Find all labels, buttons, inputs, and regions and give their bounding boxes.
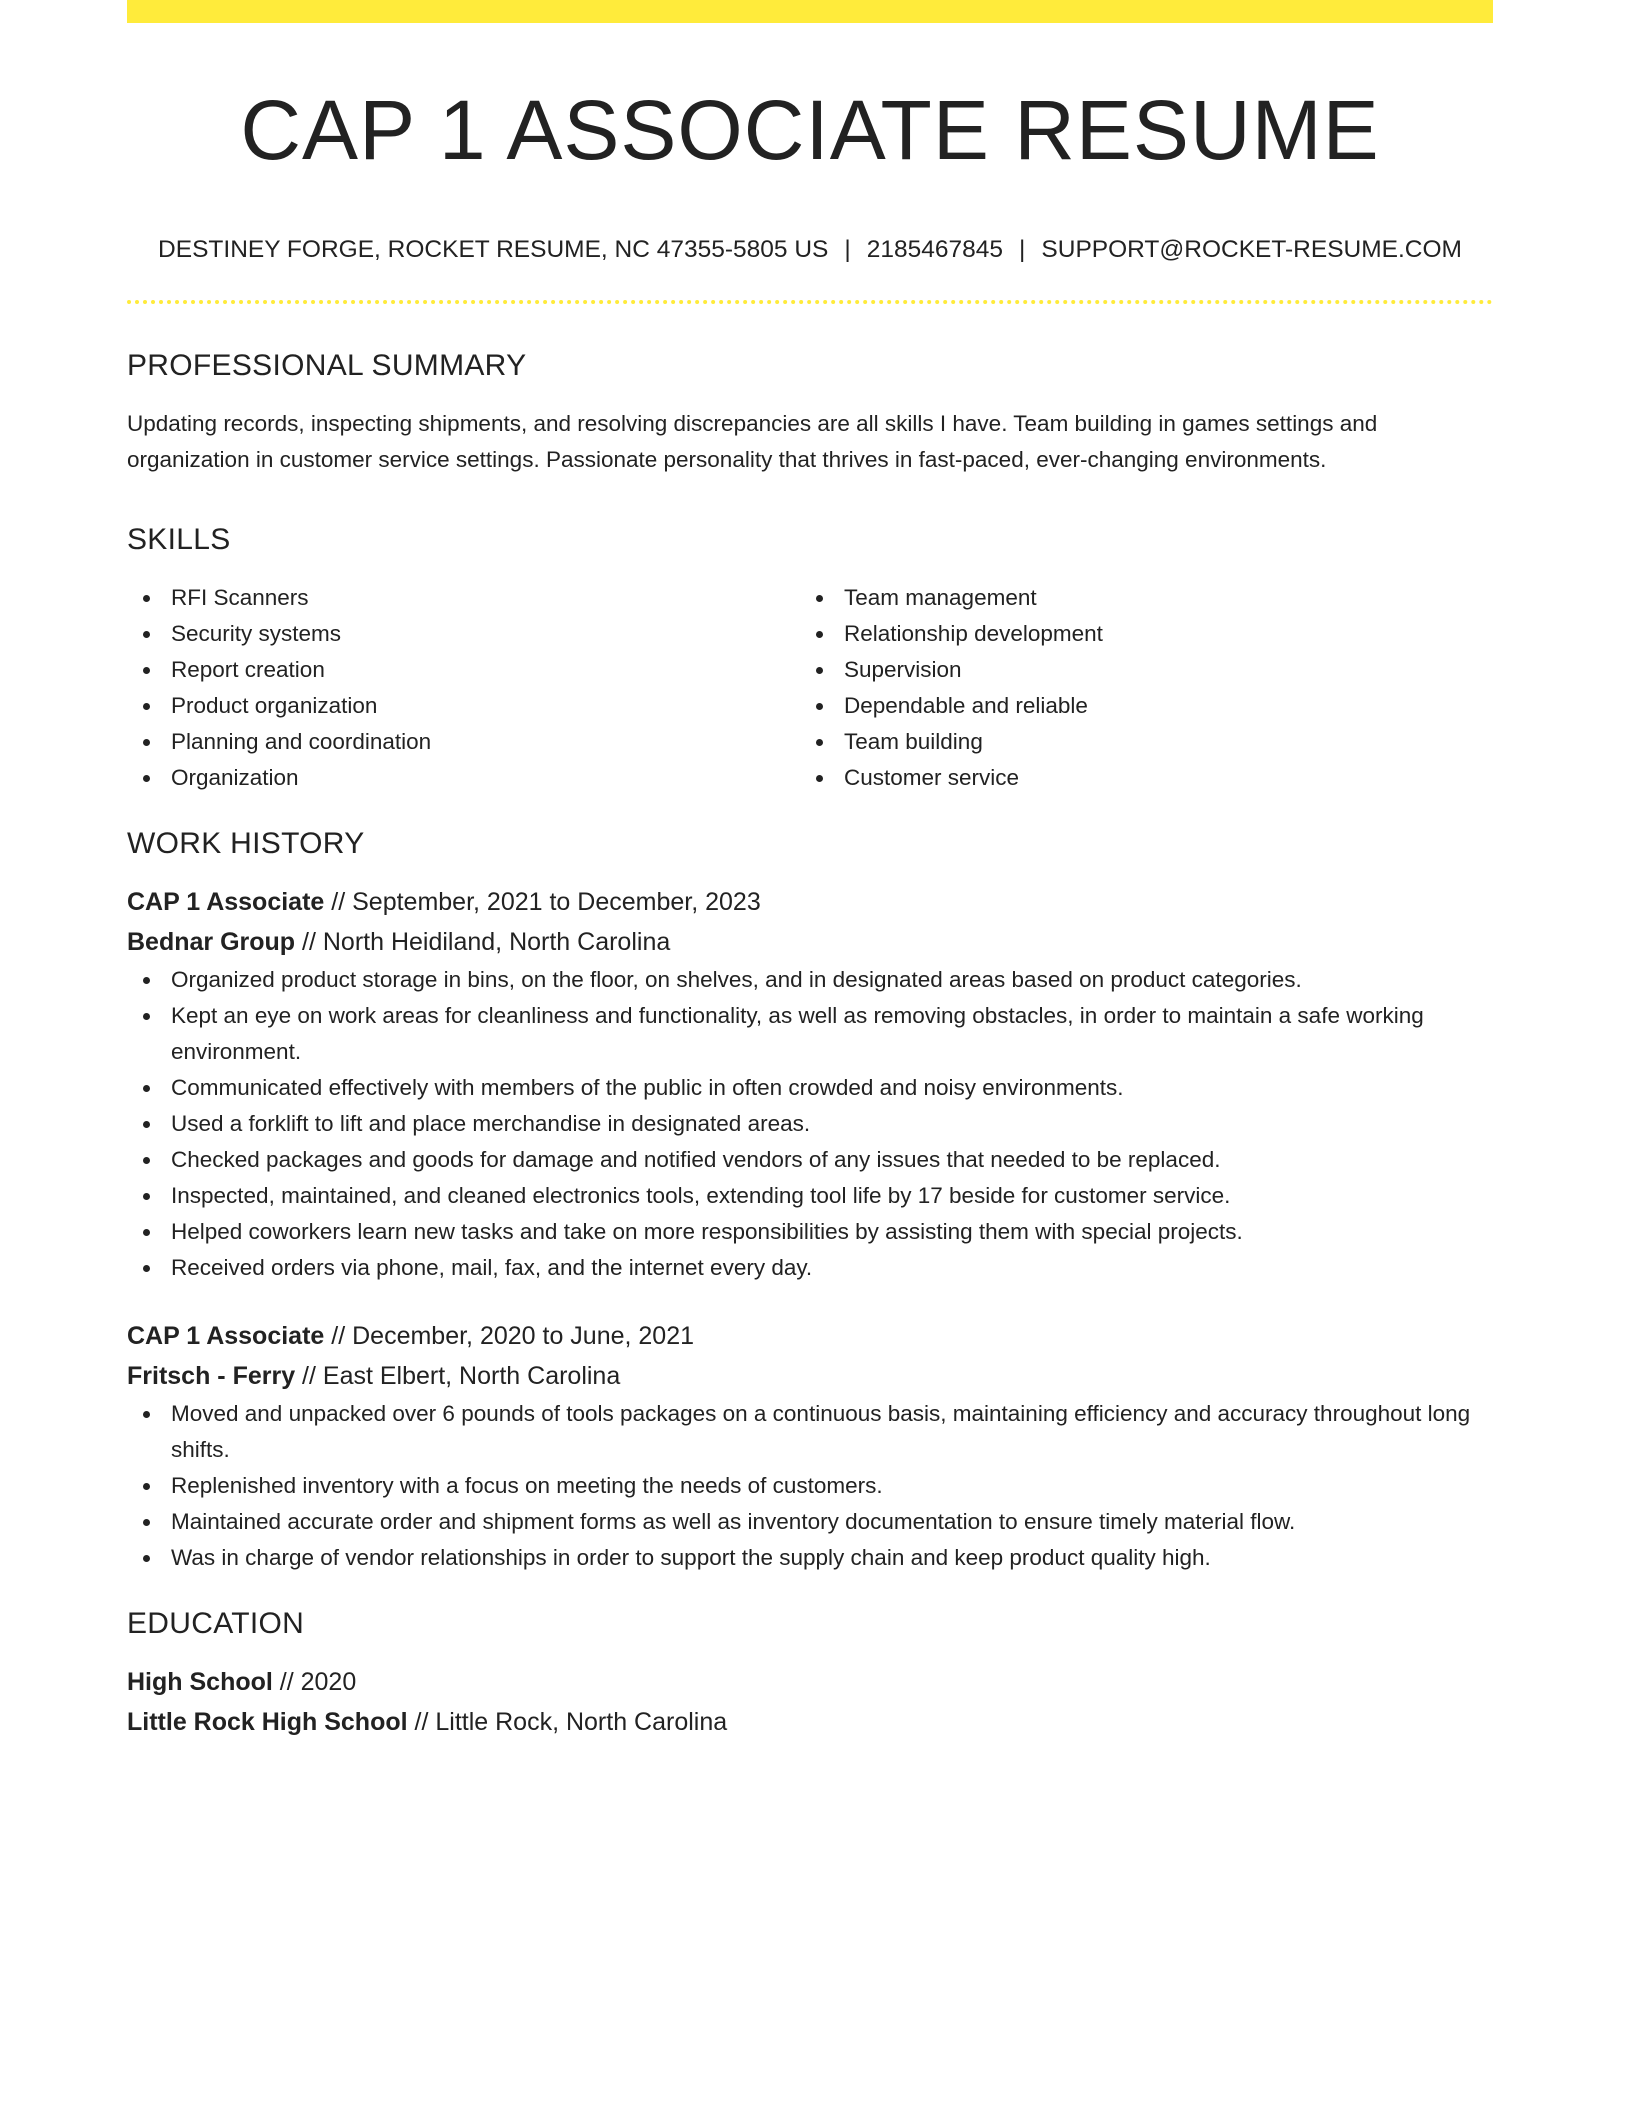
job-title: CAP 1 Associate <box>127 1322 325 1350</box>
job-duty: Received orders via phone, mail, fax, and the internet every day. <box>127 1250 1493 1286</box>
work-history-heading: WORK HISTORY <box>127 827 365 860</box>
contact-line <box>127 234 1493 266</box>
job-duty: Maintained accurate order and shipment forms as well as inventory documentation to ensure timely material flow. <box>127 1504 1493 1540</box>
education-degree: High School <box>127 1668 273 1696</box>
job-duty: Inspected, maintained, and cleaned electronics tools, extending tool life by 17 beside for customer service. <box>127 1178 1493 1214</box>
summary-heading: PROFESSIONAL SUMMARY <box>127 349 527 382</box>
contact-email: SUPPORT@ROCKET-RESUME.COM <box>1041 236 1462 263</box>
resume-title: CAP 1 ASSOCIATE RESUME <box>240 83 1380 177</box>
education-heading: EDUCATION <box>127 1607 305 1640</box>
job-company: Fritsch - Ferry <box>127 1362 296 1390</box>
job-duties-list <box>127 1396 1493 1576</box>
job-duty: Used a forklift to lift and place merchandise in designated areas. <box>127 1106 1493 1142</box>
skill-item: Customer service <box>800 760 1473 796</box>
job-company: Bednar Group <box>127 928 296 956</box>
job-duty: Communicated effectively with members of the public in often crowded and noisy environments. <box>127 1070 1493 1106</box>
education-school: Little Rock High School <box>127 1708 408 1736</box>
contact-separator: | <box>1019 236 1026 263</box>
skill-item: Team building <box>800 724 1473 760</box>
job-duty: Kept an eye on work areas for cleanliness and functionality, as well as removing obstacles, in order to maintain a safe working environment. <box>127 998 1493 1070</box>
education-degree-line <box>127 1662 1493 1702</box>
skills-heading: SKILLS <box>127 523 231 556</box>
job-location: // East Elbert, North Carolina <box>295 1362 621 1390</box>
skills-list <box>127 580 1493 796</box>
contact-address: DESTINEY FORGE, ROCKET RESUME, NC 47355-5805 US <box>158 236 829 263</box>
skills-column-right <box>800 580 1473 796</box>
job-dates: // September, 2021 to December, 2023 <box>324 888 761 916</box>
job-title-line <box>127 882 1493 922</box>
skill-item: Supervision <box>800 652 1473 688</box>
job-location: // North Heidiland, North Carolina <box>295 928 671 956</box>
resume-content <box>127 0 1493 1742</box>
skills-column-left <box>127 580 800 796</box>
job-duty: Organized product storage in bins, on the floor, on shelves, and in designated areas based on product categories. <box>127 962 1493 998</box>
contact-separator: | <box>844 236 851 263</box>
contact-phone: 2185467845 <box>866 236 1004 263</box>
job-duty: Replenished inventory with a focus on meeting the needs of customers. <box>127 1468 1493 1504</box>
job-duty: Helped coworkers learn new tasks and take on more responsibilities by assisting them with special projects. <box>127 1214 1493 1250</box>
header-divider <box>127 300 1493 304</box>
job-duty: Moved and unpacked over 6 pounds of tools packages on a continuous basis, maintaining efficiency and accuracy throughout long shifts. <box>127 1396 1493 1468</box>
education-school-line <box>127 1702 1493 1742</box>
summary-text: Updating records, inspecting shipments, and resolving discrepancies are all skills I have. Team building in games settings and organization in customer service settings. Passionate personality that thrives in fast-paced, ever-changing environments. <box>127 411 1378 472</box>
skill-item: Product organization <box>127 688 800 724</box>
skill-item: Organization <box>127 760 800 796</box>
skill-item: Planning and coordination <box>127 724 800 760</box>
job-title-line <box>127 1316 1493 1356</box>
skill-item: Team management <box>800 580 1473 616</box>
job-title: CAP 1 Associate <box>127 888 325 916</box>
skill-item: Report creation <box>127 652 800 688</box>
job-duty: Checked packages and goods for damage and notified vendors of any issues that needed to be replaced. <box>127 1142 1493 1178</box>
education-year: // 2020 <box>272 1668 357 1696</box>
skill-item: Relationship development <box>800 616 1473 652</box>
job-duty: Was in charge of vendor relationships in order to support the supply chain and keep product quality high. <box>127 1540 1493 1576</box>
skill-item: RFI Scanners <box>127 580 800 616</box>
job-dates: // December, 2020 to June, 2021 <box>324 1322 695 1350</box>
skill-item: Security systems <box>127 616 800 652</box>
job-company-line <box>127 1356 1493 1396</box>
job-duties-list <box>127 962 1493 1286</box>
education-location: // Little Rock, North Carolina <box>407 1708 728 1736</box>
skill-item: Dependable and reliable <box>800 688 1473 724</box>
job-company-line <box>127 922 1493 962</box>
